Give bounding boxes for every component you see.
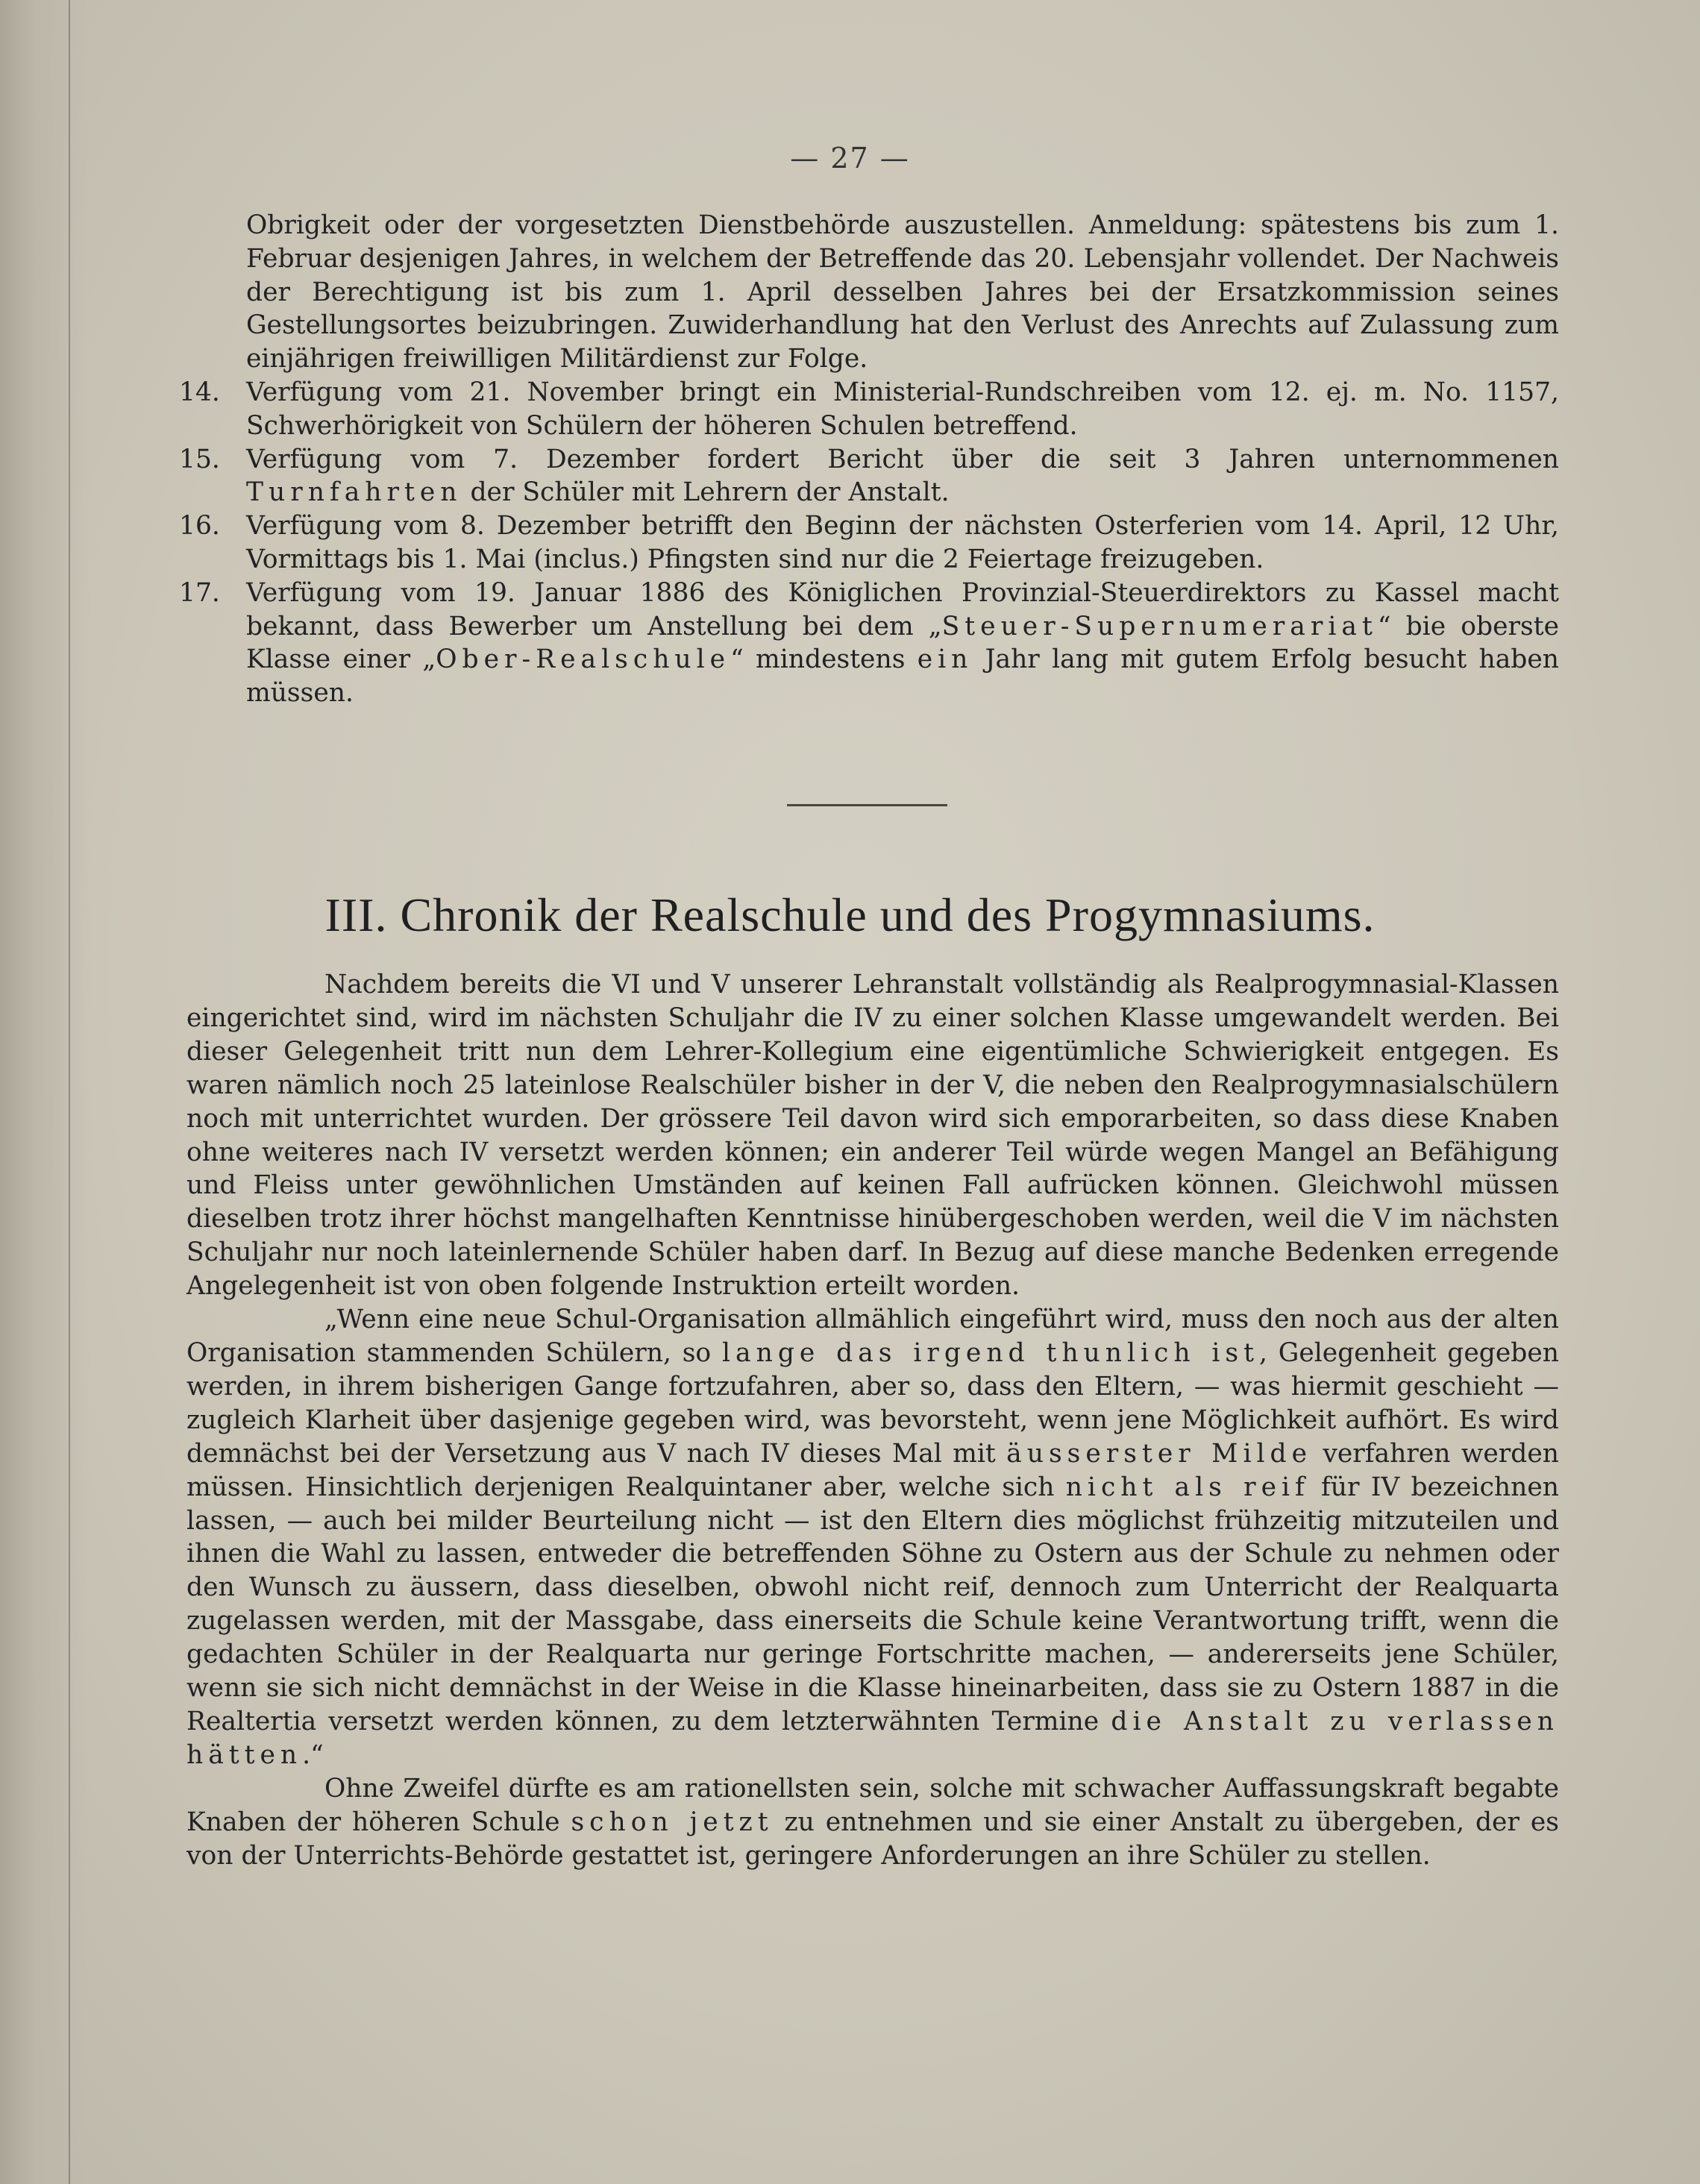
text-run: Ohne Zweifel dürfte es am rationellsten sein, solche mit schwacher Auffassungskraft begabte Knaben der höheren Schule: [186, 1773, 1559, 1837]
text-run: Verfügung vom 19. Januar 1886 des Königlichen Provinzial-Steuerdirektors zu Kassel macht bekannt, dass Bewerber um Anstellung bei dem „: [246, 577, 1559, 641]
list-item-number: 14.: [179, 377, 220, 407]
emphasis-spaced: äusserster Milde: [1006, 1438, 1313, 1469]
paragraph-1: Nachdem bereits die VI und V unserer Lehranstalt vollständig als Realprogymnasial-Klassen eingerichtet sind, wird im nächsten Schuljahr die IV zu einer solchen Klasse umgewandelt werden. Bei dieser Gelegenheit tritt nun dem Lehrer-Kollegium eine eigentümliche Schwierigkeit entgegen. Es waren nämlich noch 25 lateinlose Realschüler bisher in der V, die neben den Realprogymnasialschülern noch mit unterrichtet wurden. Der grössere Teil davon wird sich emporarbeiten, so dass diese Knaben ohne weiteres nach IV versetzt werden können; ein anderer Teil würde wegen Mangel an Befähigung und Fleiss unter gewöhnlichen Umständen auf keinen Fall aufrücken können. Gleichwohl müssen dieselben trotz ihrer höchst mangelhaften Kenntnisse hinübergeschoben werden, weil die V im nächsten Schuljahr nur noch lateinlernende Schüler haben darf. In Bezug auf diese manche Bedenken erregende Angelegenheit ist von oben folgende Instruktion erteilt worden.: [186, 970, 1559, 1302]
page-number: — 27 —: [790, 142, 910, 175]
binding-shadow: [0, 0, 90, 2184]
list-item-text: Verfügung vom 21. November bringt ein Ministerial-Rundschreiben vom 12. ej. m. No. 1157, Schwerhörigkeit von Schülern der höheren Schulen betreffend.: [246, 377, 1559, 441]
emphasis-spaced: schon jetzt: [571, 1807, 774, 1837]
text-run: der Schüler mit Lehrern der Anstalt.: [462, 477, 950, 508]
margin-rule: [69, 0, 70, 2184]
list-item-15: [179, 443, 1559, 510]
list-item-number: 15.: [179, 444, 220, 474]
ordinance-list: [179, 209, 1559, 710]
paragraph-3: [186, 1772, 1559, 1873]
list-item-continuation: [179, 209, 1559, 376]
list-item-number: 17.: [179, 577, 220, 608]
text-run: .“: [302, 1739, 324, 1770]
list-item-text: Verfügung vom 8. Dezember betrifft den Beginn der nächsten Osterferien vom 14. April, 12 Uhr, Vormittags bis 1. Mai (inclus.) Pfingsten sind nur die 2 Feiertage freizugeben.: [246, 511, 1559, 574]
emphasis-spaced: nicht als reif: [1065, 1472, 1310, 1502]
emphasis-spaced: Ober-Realschule: [436, 644, 731, 675]
list-item-14: [179, 376, 1559, 443]
list-item-number: 16.: [179, 511, 220, 542]
emphasis-spaced: lange das irgend thunlich ist: [722, 1337, 1259, 1368]
text-run: zu entnehmen und sie einer Anstalt zu übergeben, der es von der Unterrichts-Behörde gestattet ist, geringere Anforderungen an ihre Schüler zu stellen.: [186, 1807, 1559, 1871]
text-run: Jahr lang mit gutem Erfolg besucht haben müssen.: [246, 644, 1560, 709]
list-item-text: [246, 443, 1559, 510]
list-item-text: [246, 577, 1559, 710]
emphasis-spaced: Steuer-Supernumerariat: [941, 611, 1378, 641]
list-item-16: [179, 509, 1559, 577]
text-run: Verfügung vom 7. Dezember fordert Bericht über die seit 3 Jahren unternommenen: [246, 444, 1559, 474]
text-run: für IV bezeichnen lassen, — auch bei milder Beurteilung nicht — ist den Eltern dies möglichst frühzeitig mitzuteilen und ihnen die Wahl zu lassen, entweder die betreffenden Söhne zu Ostern aus der Schule zu nehmen oder den Wunsch zu äussern, dass dieselben, obwohl nicht reif, dennoch zum Unterricht der Realquarta zugelassen werden, mit der Massgabe, dass einerseits die Schule keine Verantwortung trifft, wenn die gedachten Schüler in der Realquarta nur geringe Fortschritte machen, — andererseits jene Schüler, wenn sie sich nicht demnächst in der Weise in die Klasse hineinarbeiten, dass sie zu Ostern 1887 in die Realtertia versetzt werden können, zu dem letzterwähnten Termine: [186, 1472, 1559, 1736]
chronicle-body: [186, 968, 1559, 1872]
text-run: verfahren werden müssen. Hinsichtlich derjenigen Realquintaner aber, welche sich: [186, 1438, 1559, 1502]
emphasis-spaced: die Anstalt zu verlassen hätten: [186, 1706, 1559, 1770]
text-run: „Wenn eine neue Schul-Organisation allmählich eingeführt wird, muss den noch aus der alten Organisation stammenden Schülern, so: [186, 1305, 1559, 1368]
text-run: , Gelegenheit gegeben werden, in ihrem bisherigen Gange fortzufahren, aber so, dass den Eltern, — was hiermit geschieht — zugleich Klarheit über dasjenige gegeben wird, was bevorsteht, wenn jene Möglichkeit aufhört. Es wird demnächst bei der Versetzung aus V nach IV dieses Mal mit: [186, 1337, 1559, 1469]
paragraph-2-quote: [186, 1303, 1559, 1772]
text-run: “ bie oberste Klasse einer „: [246, 611, 1559, 675]
text-run: “ mindestens: [730, 644, 918, 675]
emphasis-spaced: ein: [917, 644, 973, 675]
list-item-text: Obrigkeit oder der vorgesetzten Dienstbehörde auszustellen. Anmeldung: spätestens bis zum 1. Februar desjenigen Jahres, in welchem der Betreffende das 20. Lebensjahr vollendet. Der Nachweis der Berechtigung ist bis zum 1. April desselben Jahres bei der Ersatzkommission seines Gestellungsortes beizubringen. Zuwiderhandlung hat den Verlust des Anrechts auf Zulassung zum einjährigen freiwilligen Militärdienst zur Folge.: [246, 210, 1559, 374]
section-title: III. Chronik der Realschule und des Progymnasiums.: [324, 888, 1376, 941]
emphasis-spaced: Turnfahrten: [246, 477, 462, 508]
list-item-17: [179, 577, 1559, 710]
section-separator: [787, 804, 947, 806]
